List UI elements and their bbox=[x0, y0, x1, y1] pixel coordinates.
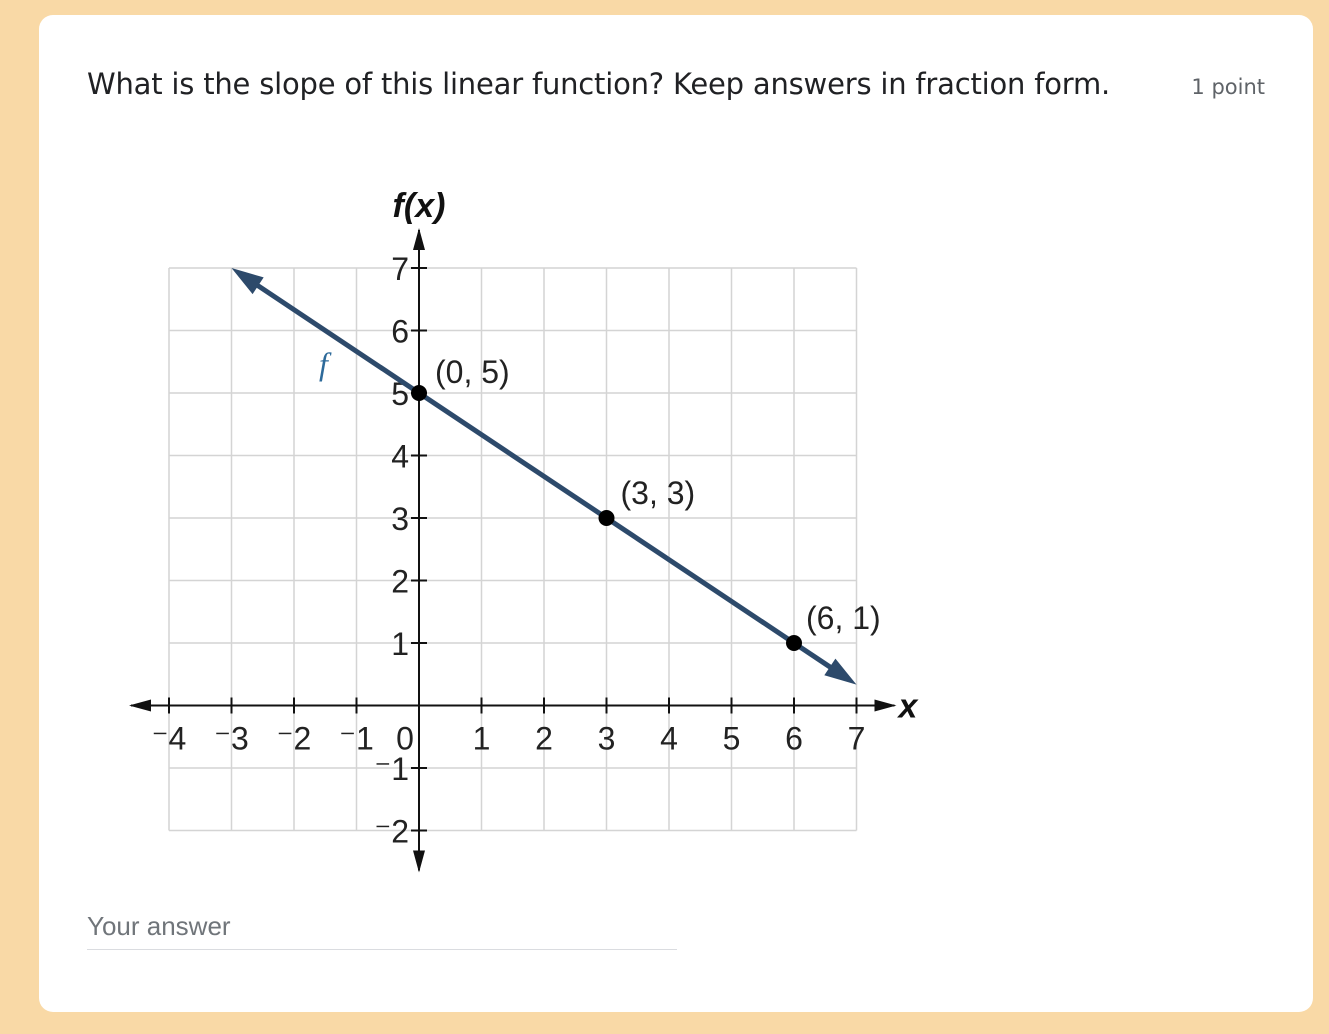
data-point bbox=[599, 510, 615, 526]
data-point bbox=[786, 635, 802, 651]
x-tick-label: ⁻1 bbox=[339, 720, 374, 757]
y-tick-label: 1 bbox=[391, 626, 409, 662]
data-point-label: (6, 1) bbox=[806, 600, 881, 636]
x-tick-label: ⁻3 bbox=[214, 720, 249, 757]
series-arrow-end bbox=[824, 659, 856, 685]
x-tick-label: 1 bbox=[472, 720, 491, 757]
function-graph bbox=[79, 175, 919, 885]
y-tick-label: 2 bbox=[391, 563, 409, 600]
y-tick-label: ⁻1 bbox=[374, 751, 409, 787]
x-axis-label: x bbox=[898, 687, 918, 726]
x-tick-label: 2 bbox=[535, 720, 553, 757]
x-axis-arrow-right bbox=[875, 700, 897, 712]
y-tick-label: 7 bbox=[391, 251, 409, 287]
y-axis-arrow-up bbox=[413, 228, 425, 250]
y-axis-label: f(x) bbox=[392, 187, 446, 225]
data-point bbox=[411, 385, 427, 401]
x-tick-label: 0 bbox=[396, 720, 414, 757]
y-axis-arrow-down bbox=[413, 851, 425, 873]
axes bbox=[129, 228, 897, 873]
series-arrow-start bbox=[232, 268, 264, 294]
tick-labels bbox=[152, 251, 866, 850]
question-title: What is the slope of this linear function? Keep answers in fraction form. bbox=[87, 67, 1111, 101]
x-tick-label: 3 bbox=[597, 720, 616, 757]
grid bbox=[169, 268, 857, 831]
x-tick-label: ⁻2 bbox=[276, 720, 312, 757]
y-tick-label: 6 bbox=[391, 313, 409, 350]
x-tick-label: 4 bbox=[660, 720, 678, 757]
series-label: f bbox=[319, 345, 328, 382]
y-tick-label: ⁻2 bbox=[374, 813, 409, 850]
y-tick-label: 4 bbox=[391, 438, 409, 475]
question-card bbox=[39, 15, 1313, 1012]
data-point-label: (3, 3) bbox=[620, 475, 696, 511]
y-tick-label: 5 bbox=[391, 376, 409, 412]
answer-input[interactable] bbox=[87, 903, 677, 950]
x-axis-arrow-left bbox=[129, 700, 151, 712]
points-label: 1 point bbox=[1191, 75, 1265, 99]
x-tick-label: ⁻4 bbox=[151, 720, 187, 757]
x-tick-label: 6 bbox=[785, 720, 803, 757]
data-point-label: (0, 5) bbox=[435, 354, 510, 390]
y-tick-label: 3 bbox=[391, 501, 409, 537]
x-tick-label: 5 bbox=[722, 720, 741, 757]
x-tick-label: 7 bbox=[847, 720, 866, 757]
